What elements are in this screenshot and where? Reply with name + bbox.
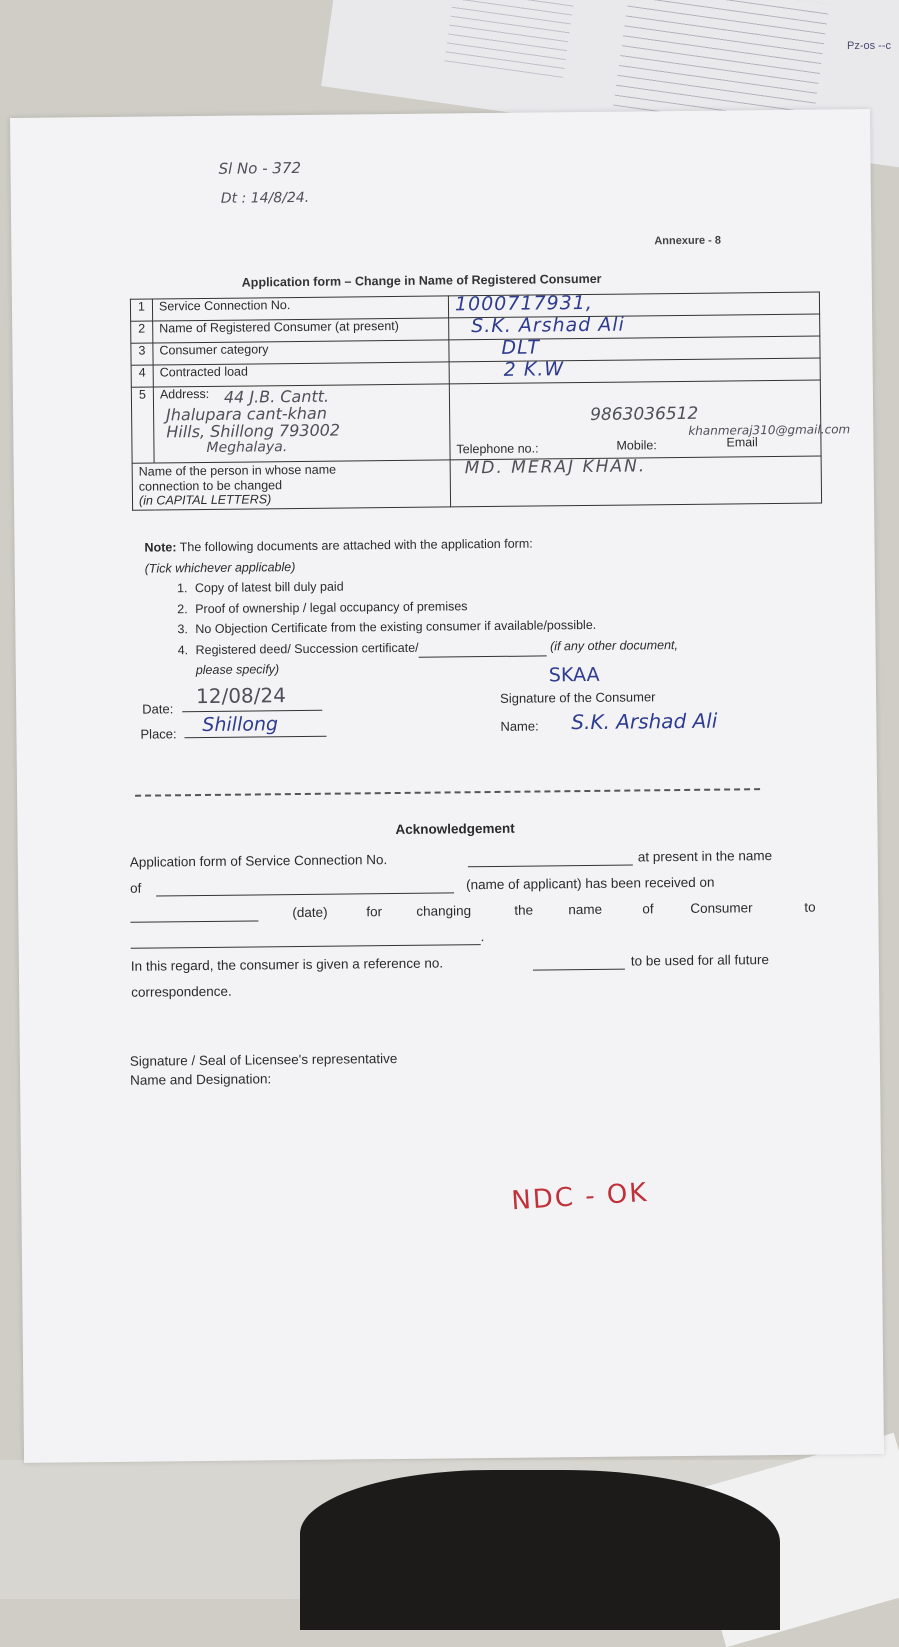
tear-line-divider (135, 788, 760, 797)
list-item-tail: (if any other document, (550, 637, 679, 653)
ack-text: of (642, 901, 654, 917)
address-cell[interactable] (153, 384, 450, 463)
handwritten-value: 1000717931, (454, 291, 594, 316)
mobile-value: 9863036512 (590, 403, 699, 425)
email-label: Email (726, 435, 758, 450)
ack-text: name (568, 901, 603, 918)
handwritten-value: S.K. Arshad Ali (471, 313, 625, 338)
new-name-label-line: (in CAPITAL LETTERS) (138, 492, 272, 508)
ack-text: (name of applicant) has been received on (465, 874, 715, 893)
ack-text: of (129, 880, 142, 896)
telephone-label: Telephone no.: (456, 441, 539, 457)
ack-text: (date) (292, 904, 328, 921)
documents-list (145, 571, 826, 681)
ndc-ok-note: NDC - OK (510, 1177, 650, 1217)
row-number: 5 (131, 387, 154, 463)
licensee-signature-block (130, 1049, 398, 1090)
ack-text: to be used for all future (630, 952, 770, 969)
handwritten-value: MD. MERAJ KHAN. (464, 456, 647, 479)
new-name-label (132, 460, 450, 510)
licensee-signature-label: Signature / Seal of Licensee's representative (129, 1050, 398, 1069)
ack-line: . (131, 926, 821, 959)
note-tick-instruction: (Tick whichever applicable) (144, 559, 296, 576)
ack-reference-blank[interactable] (533, 956, 625, 971)
contact-cell[interactable] (449, 380, 851, 460)
ack-text: correspondence. (131, 983, 232, 1000)
place-value: Shillong (202, 713, 279, 737)
address-label: Address: (159, 386, 210, 402)
list-item[interactable] (191, 633, 825, 681)
floor-shadow-object (300, 1470, 780, 1630)
ack-date-blank[interactable] (130, 907, 258, 922)
ack-new-consumer-blank[interactable] (131, 931, 481, 949)
consumer-details-table (130, 291, 851, 511)
row-number: 4 (131, 365, 153, 387)
list-item-text: Registered deed/ Succession certificate/ (195, 640, 419, 657)
list-item[interactable]: 2. Proof of ownership / legal occupancy of premises (191, 592, 825, 619)
row-label: Name of Registered Consumer (at present) (153, 318, 449, 343)
place-label: Place: (140, 726, 177, 742)
ack-text: the (514, 902, 534, 918)
acknowledgement-heading: Acknowledgement (395, 820, 515, 838)
note-text: The following documents are attached with the application form: (179, 536, 533, 555)
ack-text: at present in the name (637, 848, 773, 865)
name-label: Name: (500, 718, 539, 734)
list-item-continuation: please specify) (195, 662, 280, 678)
address-line: Meghalaya. (206, 439, 288, 456)
licensee-name-label: Name and Designation: (130, 1071, 272, 1088)
address-line: 44 J.B. Cantt. (223, 386, 330, 407)
new-name-label-line: connection to be changed (138, 477, 283, 494)
list-item[interactable]: 3. No Objection Certificate from the existing consumer if available/possible. (191, 612, 825, 639)
list-item[interactable]: 1. Copy of latest bill duly paid (191, 571, 825, 598)
row-number: 1 (130, 299, 152, 321)
date-value: 12/08/24 (195, 683, 287, 709)
date-label: Date: (142, 701, 174, 717)
address-line: Jhalupara cant-khan (166, 403, 328, 425)
handwritten-value: DLT (501, 336, 541, 359)
new-name-value[interactable] (450, 456, 821, 506)
form-title: Application form – Change in Name of Registered Consumer (241, 271, 602, 290)
annexure-label: Annexure - 8 (654, 234, 722, 248)
row-label: Service Connection No. (152, 296, 448, 321)
ack-text: Application form of Service Connection No. (129, 852, 388, 870)
row-label: Contracted load (153, 362, 449, 387)
new-name-label-line: Name of the person in whose name (138, 462, 337, 479)
ack-text: to (804, 899, 816, 915)
application-form-paper (10, 109, 884, 1463)
ack-text: Consumer (690, 900, 753, 916)
consumer-signature-mark: SKAA (548, 663, 600, 687)
ack-applicant-name-blank[interactable] (156, 879, 454, 896)
row-number: 2 (131, 321, 153, 343)
table-row (132, 456, 821, 510)
signature-label: Signature of the Consumer (500, 689, 656, 706)
note-label: Note: (144, 540, 177, 555)
table-row (131, 380, 821, 463)
address-line: Hills, Shillong 793002 (166, 420, 341, 442)
email-value: khanmeraj310@gmail.com (688, 422, 851, 438)
acknowledgement-body (130, 848, 822, 1011)
ack-text: In this regard, the consumer is given a reference no. (130, 955, 444, 974)
documents-note (144, 530, 825, 681)
mobile-label: Mobile: (616, 438, 657, 453)
handwritten-value: 2 K.W (503, 358, 565, 381)
consumer-name-value: S.K. Arshad Ali (571, 708, 718, 735)
row-number: 3 (131, 343, 153, 365)
serial-note: Sl No - 372 (218, 158, 302, 178)
ack-service-connection-blank[interactable] (468, 852, 633, 868)
ack-text: changing (416, 903, 472, 919)
background-margin-note: Pz-os --c (847, 40, 891, 52)
ack-text: for (366, 904, 383, 920)
row-label: Consumer category (153, 340, 449, 365)
dated-note: Dt : 14/8/24. (220, 189, 310, 207)
